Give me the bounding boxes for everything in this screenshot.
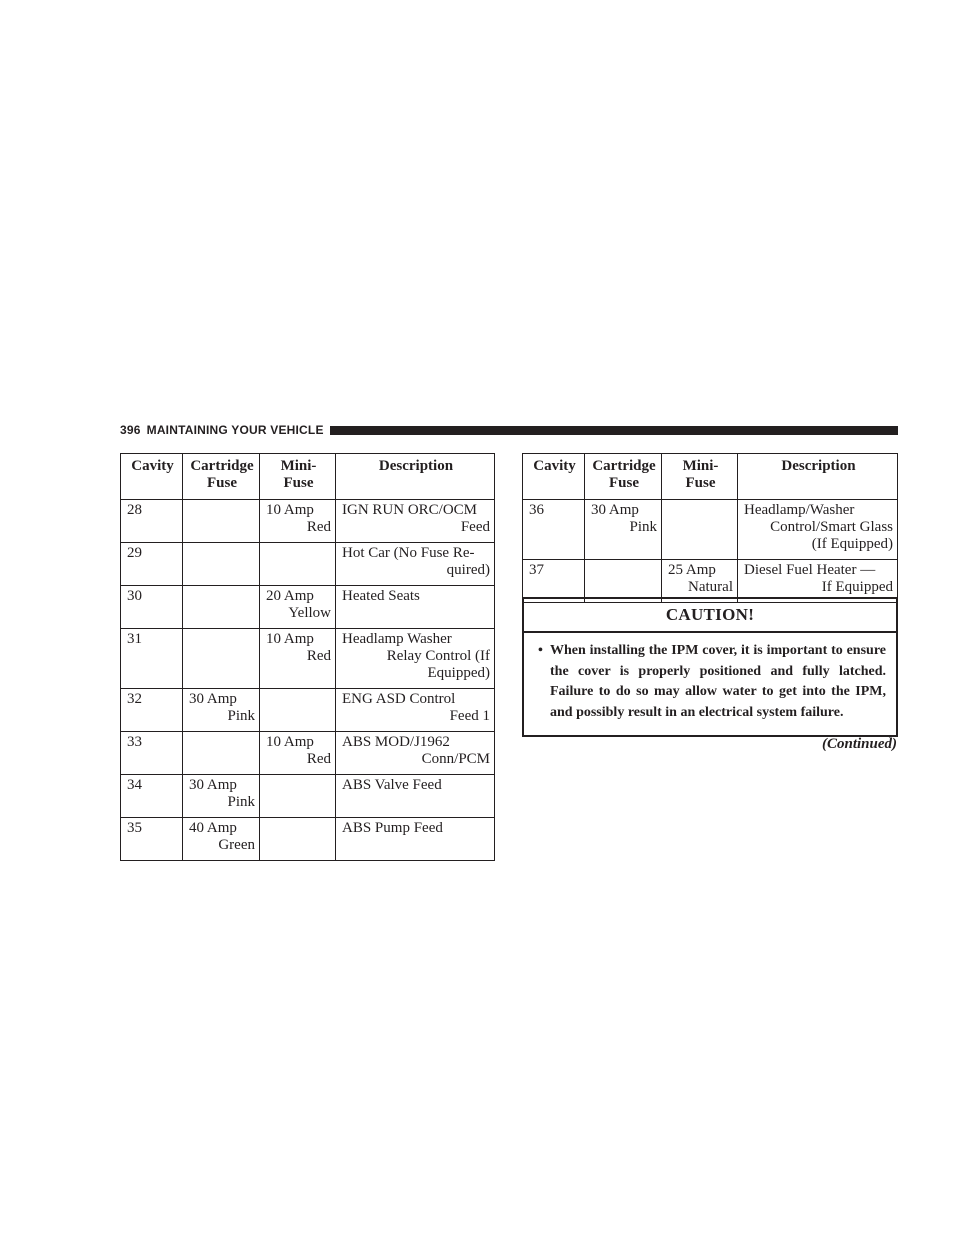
- mini-fuse-cell-line: Yellow: [288, 605, 331, 621]
- cartridge-fuse-cell: [183, 732, 260, 775]
- table-header-row: [523, 454, 898, 500]
- mini-fuse-cell-line: 25 Amp: [668, 562, 716, 578]
- description-cell: [336, 629, 495, 689]
- table-row: [121, 818, 495, 861]
- col-header-cartridge: Cartridge Fuse: [183, 454, 260, 500]
- cartridge-fuse-cell-line: 30 Amp: [189, 691, 237, 707]
- mini-fuse-cell: [260, 543, 336, 586]
- mini-fuse-cell: [260, 775, 336, 818]
- description-cell-line: Headlamp/Washer: [744, 502, 855, 518]
- table-row: [121, 689, 495, 732]
- cartridge-fuse-cell: [183, 543, 260, 586]
- mini-fuse-cell: [260, 818, 336, 861]
- mini-fuse-cell: [662, 500, 738, 560]
- mini-fuse-cell-line: Natural: [688, 579, 733, 595]
- mini-fuse-cell-line: 10 Amp: [266, 631, 314, 647]
- table-row: [121, 775, 495, 818]
- mini-fuse-cell-line: Red: [306, 519, 331, 535]
- description-cell: [336, 818, 495, 861]
- mini-fuse-cell-line: 20 Amp: [266, 588, 314, 604]
- description-cell-line: ENG ASD Control: [342, 691, 456, 707]
- mini-fuse-cell-line: 10 Amp: [266, 734, 314, 750]
- cartridge-fuse-cell: [183, 775, 260, 818]
- cavity-cell: 29: [121, 543, 183, 586]
- description-cell-line: Feed: [460, 519, 490, 535]
- description-cell-line: Relay Control (If: [386, 648, 490, 664]
- description-cell-line: Headlamp Washer: [342, 631, 452, 647]
- cavity-cell: 28: [121, 500, 183, 543]
- cavity-cell: 33: [121, 732, 183, 775]
- bullet-icon: •: [538, 643, 543, 658]
- header-rule: [330, 426, 898, 435]
- mini-fuse-cell-line: Red: [306, 648, 331, 664]
- section-title: MAINTAINING YOUR VEHICLE: [146, 423, 324, 437]
- mini-fuse-cell: [260, 586, 336, 629]
- caution-text: When installing the IPM cover, it is important to ensure the cover is properly positioned and fully latched. Failure to do so may allow water to get into the IPM, and possibly result in an electrical system failure.: [550, 643, 886, 720]
- cartridge-fuse-cell-line: 40 Amp: [189, 820, 237, 836]
- table-row: [121, 586, 495, 629]
- cartridge-fuse-cell: [183, 629, 260, 689]
- caution-title: CAUTION!: [524, 599, 896, 633]
- description-cell-line: Hot Car (No Fuse Re-: [342, 545, 475, 561]
- cartridge-fuse-cell: [183, 586, 260, 629]
- cavity-cell: 35: [121, 818, 183, 861]
- mini-fuse-cell: [260, 629, 336, 689]
- mini-fuse-cell-line: 10 Amp: [266, 502, 314, 518]
- cartridge-fuse-cell: [183, 689, 260, 732]
- cavity-cell: 30: [121, 586, 183, 629]
- description-cell-line: Feed 1: [449, 708, 490, 724]
- cavity-cell: 32: [121, 689, 183, 732]
- description-cell-line: Conn/PCM: [421, 751, 490, 767]
- description-cell-line: ABS Valve Feed: [342, 777, 442, 793]
- cavity-cell: 31: [121, 629, 183, 689]
- description-cell-line: Equipped): [427, 665, 490, 681]
- description-cell: [336, 775, 495, 818]
- caution-box: [522, 597, 898, 737]
- mini-fuse-cell: [260, 500, 336, 543]
- description-cell-line: Control/Smart Glass: [770, 519, 893, 535]
- cavity-cell: 36: [523, 500, 585, 560]
- description-cell-line: Diesel Fuel Heater —: [744, 562, 876, 578]
- col-header-mini: Mini- Fuse: [260, 454, 336, 500]
- description-cell: [336, 689, 495, 732]
- col-header-cartridge: Cartridge Fuse: [585, 454, 662, 500]
- cartridge-fuse-cell-line: Pink: [629, 519, 657, 535]
- description-cell-line: ABS Pump Feed: [342, 820, 443, 836]
- description-cell: [336, 732, 495, 775]
- table-row: [121, 629, 495, 689]
- col-header-cavity: Cavity: [523, 454, 585, 500]
- description-cell: [738, 500, 898, 560]
- cavity-cell: 34: [121, 775, 183, 818]
- col-header-cavity: Cavity: [121, 454, 183, 500]
- continued-note: (Continued): [821, 736, 897, 752]
- description-cell: [336, 500, 495, 543]
- cartridge-fuse-cell: [183, 500, 260, 543]
- table-header-row: [121, 454, 495, 500]
- description-cell-line: If Equipped: [821, 579, 893, 595]
- caution-body: [524, 633, 896, 723]
- fuse-table-right: [522, 453, 898, 603]
- description-cell-line: ABS MOD/J1962: [342, 734, 450, 750]
- table-row: [121, 543, 495, 586]
- cartridge-fuse-cell-line: Green: [218, 837, 255, 853]
- mini-fuse-cell: [260, 689, 336, 732]
- col-header-mini: Mini- Fuse: [662, 454, 738, 500]
- description-cell-line: IGN RUN ORC/OCM: [342, 502, 478, 518]
- cartridge-fuse-cell-line: Pink: [227, 794, 255, 810]
- mini-fuse-cell: [260, 732, 336, 775]
- page-header: [120, 421, 898, 439]
- fuse-table-left-body: [121, 500, 495, 861]
- table-row: [121, 500, 495, 543]
- col-header-description: Description: [738, 454, 898, 500]
- cavity-cell: 37: [523, 560, 585, 603]
- cartridge-fuse-cell: [585, 500, 662, 560]
- description-cell-line: (If Equipped): [811, 536, 893, 552]
- description-cell-line: Heated Seats: [342, 588, 420, 604]
- table-row: [523, 500, 898, 560]
- fuse-table-right-body: [523, 500, 898, 603]
- description-cell: [336, 543, 495, 586]
- col-header-description: Description: [336, 454, 495, 500]
- description-cell: [336, 586, 495, 629]
- mini-fuse-cell-line: Red: [306, 751, 331, 767]
- cartridge-fuse-cell: [183, 818, 260, 861]
- fuse-table-left: [120, 453, 495, 861]
- table-row: [121, 732, 495, 775]
- page-number: 396: [120, 423, 141, 437]
- description-cell-line: quired): [446, 562, 490, 578]
- cartridge-fuse-cell-line: Pink: [227, 708, 255, 724]
- cartridge-fuse-cell-line: 30 Amp: [189, 777, 237, 793]
- cartridge-fuse-cell-line: 30 Amp: [591, 502, 639, 518]
